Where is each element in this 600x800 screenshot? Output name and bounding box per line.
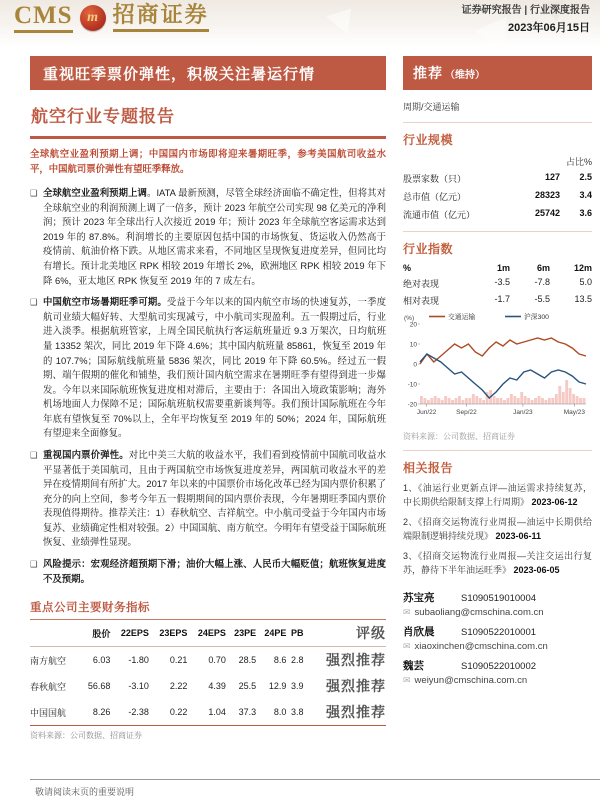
analyst-email-row	[403, 607, 592, 618]
analyst-email: xiaoxinchen@cmschina.com.cn	[414, 641, 548, 652]
financial-col-header: PB	[286, 620, 303, 647]
financial-col-header	[30, 620, 79, 647]
financial-value-cell: 8.26	[79, 699, 110, 726]
related-report-item	[403, 516, 592, 543]
industry-index-title: 行业指数	[403, 242, 454, 256]
sidebar	[403, 56, 592, 692]
bullet-text: 。IATA 最新预测，尽管全球经济面临不确定性，但将其对全球航空业的利润预测上调了一倍多，预计 2023 年航空公司实现 98 亿美元的净利润；预计 2023 年全球出行人次接近 2019 年；预计 2023 年全球航空客运需求达到 2019 年的 87.8%。利润增长的主要原因包括中国的市场恢复、货运收入仍然高于疫情前、航油价格下跌。从地区需求来看，不同地区呈现恢复进度差异，但同比均有增长。预计北美地区 RPK 相较 2019 年增长 2%，欧洲地区 RPK 相较 2019 年下降 6%，亚太地区 RPK 恢复至 2019 年的 7 成左右。	[43, 187, 386, 286]
analyst-list	[403, 590, 592, 686]
analyst-name-row	[403, 590, 592, 605]
industry-scale-row	[403, 187, 592, 205]
svg-text:沪深300: 沪深300	[524, 314, 549, 321]
svg-text:0: 0	[413, 361, 417, 369]
report-title-banner: 重视旺季票价弹性，积极关注暑运行情	[30, 56, 386, 90]
index-col-header: 6m	[536, 263, 550, 273]
financial-col-header: 22EPS	[110, 620, 148, 647]
report-item-title: 3、《招商交运物流行业周报—关注交运出行复苏，静待下半年油运旺季》	[403, 551, 592, 575]
analyst-license-id: S1090522010001	[461, 627, 537, 638]
rating-status: （维持）	[445, 69, 485, 81]
cms-logo	[14, 3, 209, 33]
scale-row-label: 流通市值（亿元）	[403, 209, 476, 220]
report-bullet	[30, 448, 386, 550]
related-reports-list	[403, 482, 592, 577]
financial-value-cell: -3.10	[128, 681, 149, 692]
bullet-marker-icon: ❑	[30, 559, 38, 570]
key-companies-title: 重点公司主要财务指标	[30, 602, 150, 615]
index-col-header: %	[403, 263, 412, 273]
scale-row-label: 总市值（亿元）	[403, 191, 467, 202]
email-icon: ✉	[403, 641, 411, 651]
financial-value-cell: 28.5	[238, 655, 257, 666]
financial-value-cell: 8.6	[273, 655, 287, 666]
industry-scale-col-header: 占比%	[565, 157, 592, 167]
analyst-name-row	[403, 624, 592, 639]
svg-text:20: 20	[409, 321, 417, 329]
report-item-date: 2023-06-12	[529, 496, 578, 507]
report-item-date: 2023-06-05	[511, 564, 560, 575]
financial-value-cell: 37.3	[226, 699, 256, 726]
key-companies-section	[30, 599, 386, 741]
svg-text:-20: -20	[407, 401, 417, 409]
scale-row-value: 127	[544, 171, 560, 182]
analyst-license-id: S1090519010004	[461, 593, 537, 604]
section-divider	[403, 231, 592, 232]
financial-col-header: 23EPS	[149, 620, 187, 647]
svg-text:10: 10	[409, 341, 417, 349]
report-item-title: 2、《招商交运物流行业周报—油运中长期供给端限制逻辑持续兑现》	[403, 517, 592, 541]
main-column	[30, 56, 386, 741]
company-name-cell: 南方航空	[30, 655, 67, 666]
index-row-value: -3.5	[494, 277, 510, 287]
related-reports-section	[403, 459, 592, 577]
footer-disclaimer: 敬请阅读末页的重要说明	[35, 787, 135, 797]
analyst-email: weiyun@cmschina.com.cn	[414, 675, 528, 686]
scale-row-value: 25742	[534, 207, 560, 218]
financial-table-body	[30, 647, 386, 726]
report-bullet	[30, 557, 386, 586]
bullet-list	[30, 186, 386, 586]
financial-value-cell: -1.80	[128, 655, 149, 666]
industry-scale-row	[403, 169, 592, 187]
svg-text:Jun/22: Jun/22	[416, 409, 437, 416]
scale-row-label: 股票家数（只）	[403, 173, 467, 184]
summary-paragraph: 全球航空业盈利预期上调；中国国内市场即将迎来暑期旺季，参考美国航司收益水平，中国航司票价弹性有望旺季释放。	[30, 148, 386, 174]
index-col-header: 12m	[573, 263, 592, 273]
performance-chart	[403, 311, 592, 428]
analyst-email: subaoliang@cmschina.com.cn	[414, 607, 544, 618]
financial-col-header: 24EPS	[187, 620, 225, 647]
header-meta	[462, 0, 590, 35]
financial-value-cell: 3.8	[286, 699, 303, 726]
email-icon: ✉	[403, 675, 411, 685]
analyst-name-row	[403, 658, 592, 673]
industry-scale-table	[403, 169, 592, 223]
table-source-note: 资料来源：公司数据、招商证券	[30, 731, 142, 741]
index-row-value: 5.0	[579, 277, 592, 287]
analyst-name: 苏宝亮	[403, 592, 435, 604]
financial-table-head	[30, 620, 386, 647]
financial-value-cell: 0.70	[208, 655, 226, 666]
financial-value-cell: -2.38	[110, 699, 148, 726]
bullet-marker-icon: ❑	[30, 297, 38, 308]
industry-index-table	[403, 263, 592, 307]
financial-header-row	[30, 620, 386, 647]
report-type: 证券研究报告 | 行业深度报告	[461, 5, 590, 16]
chart-source-note: 资料来源：公司数据、招商证券	[403, 432, 515, 441]
page-footer	[30, 779, 600, 798]
analyst-email-row	[403, 675, 592, 686]
bullet-text: 宏观经济超预期下滑；油价大幅上涨、人民币大幅贬值；航班恢复进度不及预期。	[43, 558, 386, 584]
financial-col-header: 评级	[304, 620, 386, 647]
cms-logo-text: CMS	[14, 3, 73, 33]
section-divider	[403, 450, 592, 451]
title-divider	[30, 136, 386, 139]
svg-text:Sep/22: Sep/22	[456, 409, 477, 416]
financial-table	[30, 619, 386, 726]
financial-value-cell: 强烈推荐	[326, 652, 386, 669]
industry-scale-title: 行业规模	[403, 133, 454, 147]
scale-row-value: 28323	[534, 189, 560, 200]
report-date: 2023年06月15日	[508, 22, 590, 34]
company-name-cell: 春秋航空	[30, 681, 67, 692]
analyst-name: 魏芸	[403, 660, 424, 672]
bullet-text: 对比中美三大航的收益水平，我们看到疫情前中国航司收益水平显著低于美国航司，且由于两国航空市场恢复进度差异，两国航司收益水平的差异在疫情期间有所扩大。2017 年以来的中国票价市场化改革已经为国内票价积累了充分的向上空间，参考今年五一假期期间的国内票价表现，今年暑期旺季国内票价表现值得期待。推荐关注：1）春秋航空、吉祥航空。中小航司受益于今年国内市场复苏、业绩确定性相对较强。2）中国国航、南方航空。今明年有望受益于国际航班恢复、业绩弹性显现。	[43, 448, 386, 548]
report-bullet	[30, 295, 386, 441]
analyst-email-row	[403, 641, 592, 652]
financial-value-cell: 4.39	[208, 681, 226, 692]
svg-text:交通运输: 交通运输	[448, 314, 476, 321]
watermark-arrow-icon	[326, 0, 362, 34]
financial-value-cell: 56.68	[87, 681, 111, 692]
email-icon: ✉	[403, 607, 411, 617]
financial-table-row	[30, 699, 386, 726]
scale-row-pct: 3.6	[579, 207, 592, 218]
cms-logo-emblem-icon: m	[80, 5, 106, 31]
financial-value-cell: 12.9	[268, 681, 287, 692]
financial-value-cell: 8.0	[256, 699, 286, 726]
related-report-item	[403, 482, 592, 509]
company-name-cell: 中国国航	[30, 699, 79, 726]
svg-text:-10: -10	[407, 381, 417, 389]
financial-value-cell: 6.03	[92, 655, 111, 666]
financial-value-cell: 25.5	[238, 681, 257, 692]
financial-value-cell: 1.04	[187, 699, 225, 726]
bullet-text: 受益于今年以来的国内航空市场的快速复苏，一季度航司业绩大幅好转、大型航司实现减亏，中小航司实现盈利。五一假期过后，行业进入淡季。根据航班管家，上周全国民航执行客运航班量近 9.3 万架次，日均航班量 13352 架次，同比 2019 年下降 4.6%；其中国内航班量 85861，恢复至 2019 年的 107.7%；国际航线航班量 5836 架次，同比 2019 年下降 60.5%。经过五一假期、端午假期的催化和铺垫，我们预计国内航空需求在暑期旺季有望得到进一步爆发。今年以来国际航班恢复进度相对滞后，主要由于：各国出入境政策影响；海外机场地面人力保障不足；国际航班航权需要重新谈判等。我们预计国际航班在今年年底有望恢复至 70%以上，全年平均恢复至 2019 年的 50%；2024 年，国际航班有望迎来全面修复。	[43, 296, 386, 439]
index-row-label: 绝对表现	[403, 279, 440, 289]
index-row-label: 相对表现	[403, 296, 440, 306]
analyst-name: 肖欣晨	[403, 626, 435, 638]
scale-row-pct: 3.4	[579, 189, 592, 200]
financial-value-cell: 2.22	[169, 681, 188, 692]
financial-col-header: 24PE	[256, 620, 286, 647]
bullet-marker-icon: ❑	[30, 449, 38, 460]
cms-logo-name: 招商证券	[113, 4, 209, 32]
report-bullet	[30, 186, 386, 288]
bullet-lead: 中国航空市场暑期旺季可期。	[43, 296, 167, 308]
rating-label: 推荐	[413, 65, 443, 81]
svg-text:(%): (%)	[404, 315, 415, 322]
index-col-header: 1m	[496, 263, 510, 273]
industry-scale-row	[403, 205, 592, 223]
related-reports-title: 相关报告	[403, 461, 454, 475]
financial-value-cell: 强烈推荐	[326, 678, 386, 695]
scale-row-pct: 2.5	[579, 171, 592, 182]
financial-value-cell: 强烈推荐	[304, 699, 386, 726]
report-subtitle: 航空行业专题报告	[31, 107, 175, 126]
financial-table-row	[30, 647, 386, 674]
index-row-value: 13.5	[574, 294, 592, 304]
index-row-value: -1.7	[494, 294, 510, 304]
bullet-lead: 风险提示：	[43, 558, 91, 570]
svg-text:May/23: May/23	[563, 409, 586, 416]
relative-performance-chart-svg	[403, 311, 589, 423]
report-item-date: 2023-06-11	[493, 530, 542, 541]
related-report-item	[403, 550, 592, 577]
financial-value-cell: 2.8	[291, 655, 304, 666]
svg-text:Jan/23: Jan/23	[513, 409, 533, 416]
financial-col-header: 股价	[79, 620, 110, 647]
bullet-lead: 重视国内票价弹性。	[43, 448, 129, 460]
financial-table-row	[30, 673, 386, 699]
financial-value-cell: 0.21	[169, 655, 188, 666]
rating-banner	[403, 56, 592, 90]
financial-col-header: 23PE	[226, 620, 256, 647]
report-item-title: 1、《油运行业更新点评—油运需求持续复苏，中长期供给限制支撑上行周期》	[403, 483, 592, 507]
index-row-value: -7.8	[534, 277, 550, 287]
bullet-marker-icon: ❑	[30, 188, 38, 199]
page-header	[0, 0, 600, 46]
financial-value-cell: 0.22	[149, 699, 187, 726]
index-row-value: -5.5	[534, 294, 550, 304]
bullet-lead: 全球航空业盈利预期上调	[43, 187, 147, 199]
sector-label: 周期/交通运输	[403, 90, 592, 123]
financial-value-cell: 3.9	[291, 681, 304, 692]
analyst-license-id: S1090522010002	[461, 661, 537, 672]
